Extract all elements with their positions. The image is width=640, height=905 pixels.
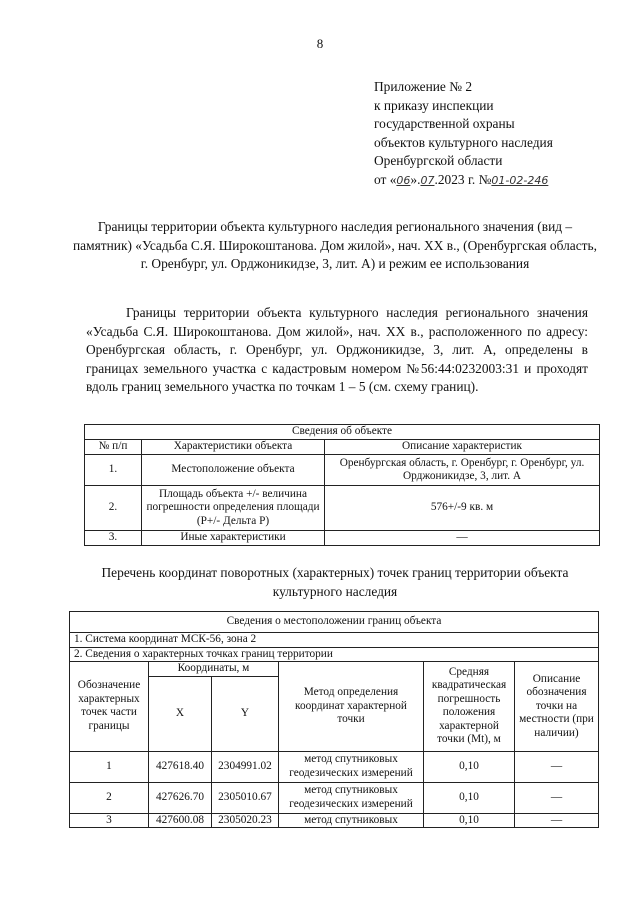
table-cell: 3 [70,813,149,828]
table-cell: 427600.08 [149,813,212,828]
table-cell: Площадь объекта +/- величина погрешности определения площади (P+/- Дельта P) [142,486,325,531]
appendix-line: государственной охраны [374,116,515,131]
year-text: .2023 г. № [434,171,492,187]
table-cell: 427626.70 [149,782,212,813]
table-row [85,531,600,546]
table-cell: 2305020.23 [212,813,279,828]
appendix-line: объектов культурного наследия [374,134,553,150]
table-cell: 2. [85,486,142,531]
table-row [70,782,599,813]
header-x: X [149,676,212,751]
appendix-line: Приложение № 2 [374,79,473,94]
table-cell: 576+/-9 кв. м [325,486,600,531]
coordinates-title: Перечень координат поворотных (характерных) точек границ территории объекта культурного наследия [101,565,569,599]
object-table-caption: Сведения об объекте [85,425,600,440]
table-cell: 1 [70,751,149,782]
header-method: Метод определения координат характерной точки [279,662,424,752]
coordinate-system-row: 1. Система координат МСК-56, зона 2 [70,633,599,648]
table-cell: 0,10 [424,813,515,828]
table-cell: 2 [70,782,149,813]
appendix-date-line [374,171,553,191]
table-cell: 2305010.67 [212,782,279,813]
page-number: 8 [316,36,324,51]
header-coordinates: Координаты, м [149,662,279,677]
table-cell: 0,10 [424,751,515,782]
table-cell: 3. [85,531,142,546]
table-cell: 1. [85,455,142,486]
appendix-line: к приказу инспекции [374,97,494,113]
section-row: 2. Сведения о характерных точках границ территории [70,647,599,662]
handwritten-day: 06 [396,173,411,187]
header-y: Y [212,676,279,751]
table-row [85,455,600,486]
table-cell: метод спутниковых геодезических измерений [279,782,424,813]
document-title: Границы территории объекта культурного наследия регионального значения (вид – памятник) «Усадьба С.Я. Широкоштанова. Дом жилой», нач. XX в., (Оренбургская область, г. Оренбург, ул. Орджоникидзе, 3, лит. А) и режим ее использования [73,219,597,271]
date-mid: ». [410,171,421,187]
date-prefix: от « [374,171,397,187]
header-description: Описание обозначения точки на местности (при наличии) [515,662,599,752]
coordinates-table [69,611,599,828]
table-cell: Местоположение объекта [142,455,325,486]
handwritten-month: 07 [420,173,435,187]
boundary-paragraph: Границы территории объекта культурного наследия регионального значения «Усадьба С.Я. Широкоштанова. Дом жилой», нач. XX в., расположенного по адресу: Оренбургская область, г. Оренбург, ул. Орджоникидзе, 3, лит. А, определены в границах земельного участка с кадастровым номером №56:44:0232003:31 и проходят вдоль границ земельного участка по точкам 1 – 5 (см. схему границ). [86,305,588,394]
table-cell: Оренбургская область, г. Оренбург, г. Оренбург, ул. Орджоникидзе, 3, лит. А [325,455,600,486]
coords-table-caption: Сведения о местоположении границ объекта [70,612,599,633]
handwritten-order-number: 01-02-246 [491,173,549,187]
table-cell: Иные характеристики [142,531,325,546]
table-cell: 0,10 [424,782,515,813]
table-cell: — [325,531,600,546]
table-cell: 2304991.02 [212,751,279,782]
header-accuracy: Средняя квадратическая погрешность положения характерной точки (Mt), м [424,662,515,752]
table-cell: 427618.40 [149,751,212,782]
table-row [70,813,599,828]
table-header: Описание характеристик [325,440,600,455]
table-cell: — [515,813,599,828]
table-cell: — [515,782,599,813]
table-row [85,486,600,531]
table-header: Характеристики объекта [142,440,325,455]
header-designation: Обозначение характерных точек части границы [70,662,149,752]
table-cell: — [515,751,599,782]
appendix-block [374,78,553,190]
appendix-line: Оренбургской области [374,153,503,168]
table-row [70,751,599,782]
table-cell: метод спутниковых геодезических измерений [279,751,424,782]
table-cell: метод спутниковых [279,813,424,828]
table-header: № п/п [85,440,142,455]
object-info-table [84,424,600,546]
